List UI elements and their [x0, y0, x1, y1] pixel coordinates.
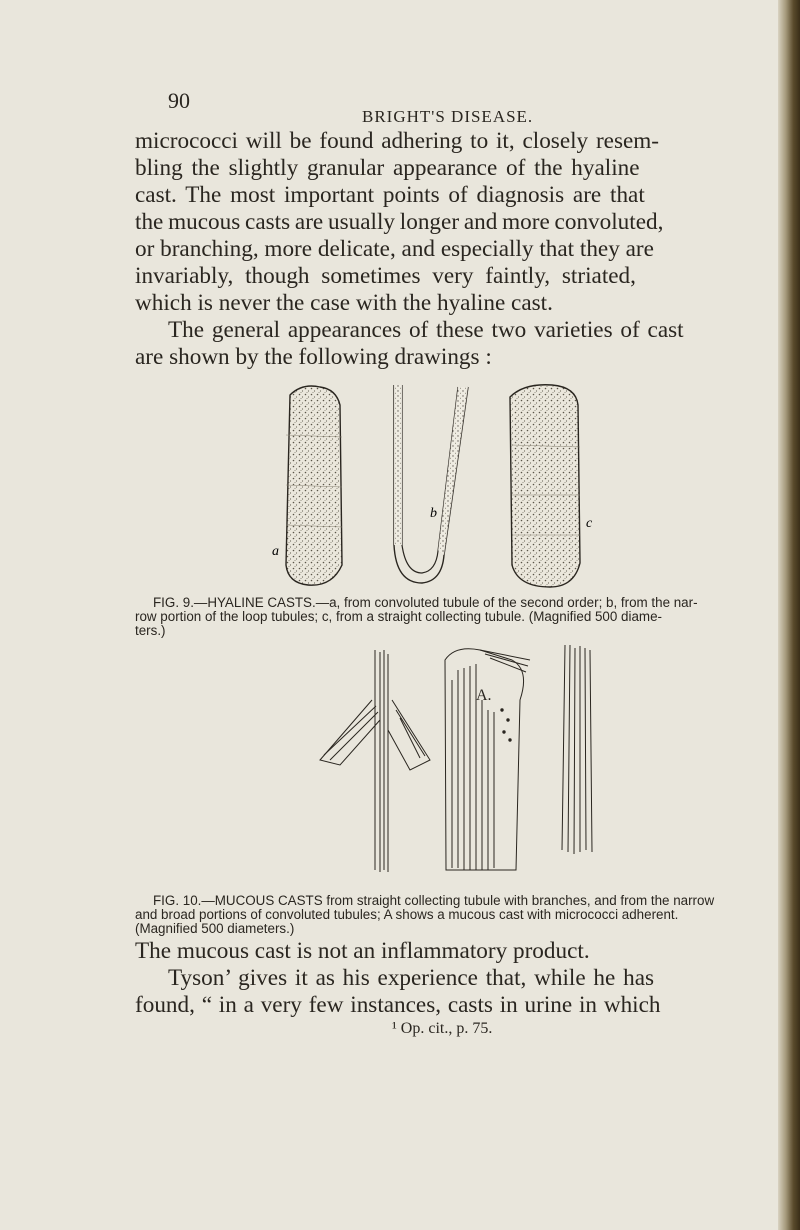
hyaline-cast-b [394, 385, 468, 583]
text-line: bling the slightly granular appearance of the hyaline [135, 155, 640, 181]
label-A: A. [476, 687, 492, 704]
label-c: c [586, 516, 593, 531]
text-line: are shown by the following drawings : [135, 344, 492, 370]
text-line: found, “ in a very few instances, casts in urine in which [135, 992, 661, 1018]
text-line: The general appearances of these two varieties of cast [168, 317, 684, 343]
caption-line: (Magnified 500 diameters.) [135, 921, 295, 936]
caption-line: and broad portions of convoluted tubules; A shows a mucous cast with micrococci adherent. [135, 907, 679, 922]
text-line: micrococci will be found adhering to it, closely resem- [135, 128, 660, 154]
caption-line: FIG. 10.—MUCOUS CASTS from straight collecting tubule with branches, and from the narrow [153, 893, 715, 908]
caption-line: row portion of the loop tubules; c, from a straight collecting tubule. (Magnified 500 diame- [135, 609, 662, 624]
text-line: invariably, though sometimes very faintly, striated, [135, 263, 636, 289]
text-line: cast. The most important points of diagnosis are that [135, 182, 645, 208]
hyaline-cast-a [286, 386, 342, 585]
text-line: the mucous casts are usually longer and more convoluted, [135, 209, 664, 235]
text-line: Tyson’ gives it as his experience that, while he has [168, 965, 655, 991]
figure-9-caption [135, 596, 735, 638]
caption-line: FIG. 9.—HYALINE CASTS.—a, from convoluted tubule of the second order; b, from the nar- [153, 595, 698, 610]
page-edge-shadow [778, 0, 800, 1230]
hyaline-cast-c [510, 385, 580, 587]
figure-10-caption [135, 894, 735, 936]
paragraph-3 [135, 938, 740, 1019]
caption-line: ters.) [135, 623, 166, 638]
mucous-cast-left [320, 650, 430, 872]
paragraph-2 [135, 317, 740, 371]
page-number: 90 [168, 88, 190, 113]
label-b: b [430, 506, 437, 521]
mucous-cast-A [445, 649, 530, 870]
running-head: BRIGHT'S DISEASE. [362, 107, 534, 126]
footnote: ¹ Op. cit., p. 75. [392, 1020, 493, 1037]
text-line: The mucous cast is not an inflammatory product. [135, 938, 590, 964]
figure-9-hyaline-casts [262, 375, 602, 590]
text-line: or branching, more delicate, and especially that they are [135, 236, 654, 262]
figure-10-mucous-casts [280, 640, 620, 890]
paragraph-1 [135, 128, 740, 317]
text-line: which is never the case with the hyaline cast. [135, 290, 553, 316]
mucous-cast-right [562, 645, 592, 854]
label-a: a [272, 544, 279, 559]
